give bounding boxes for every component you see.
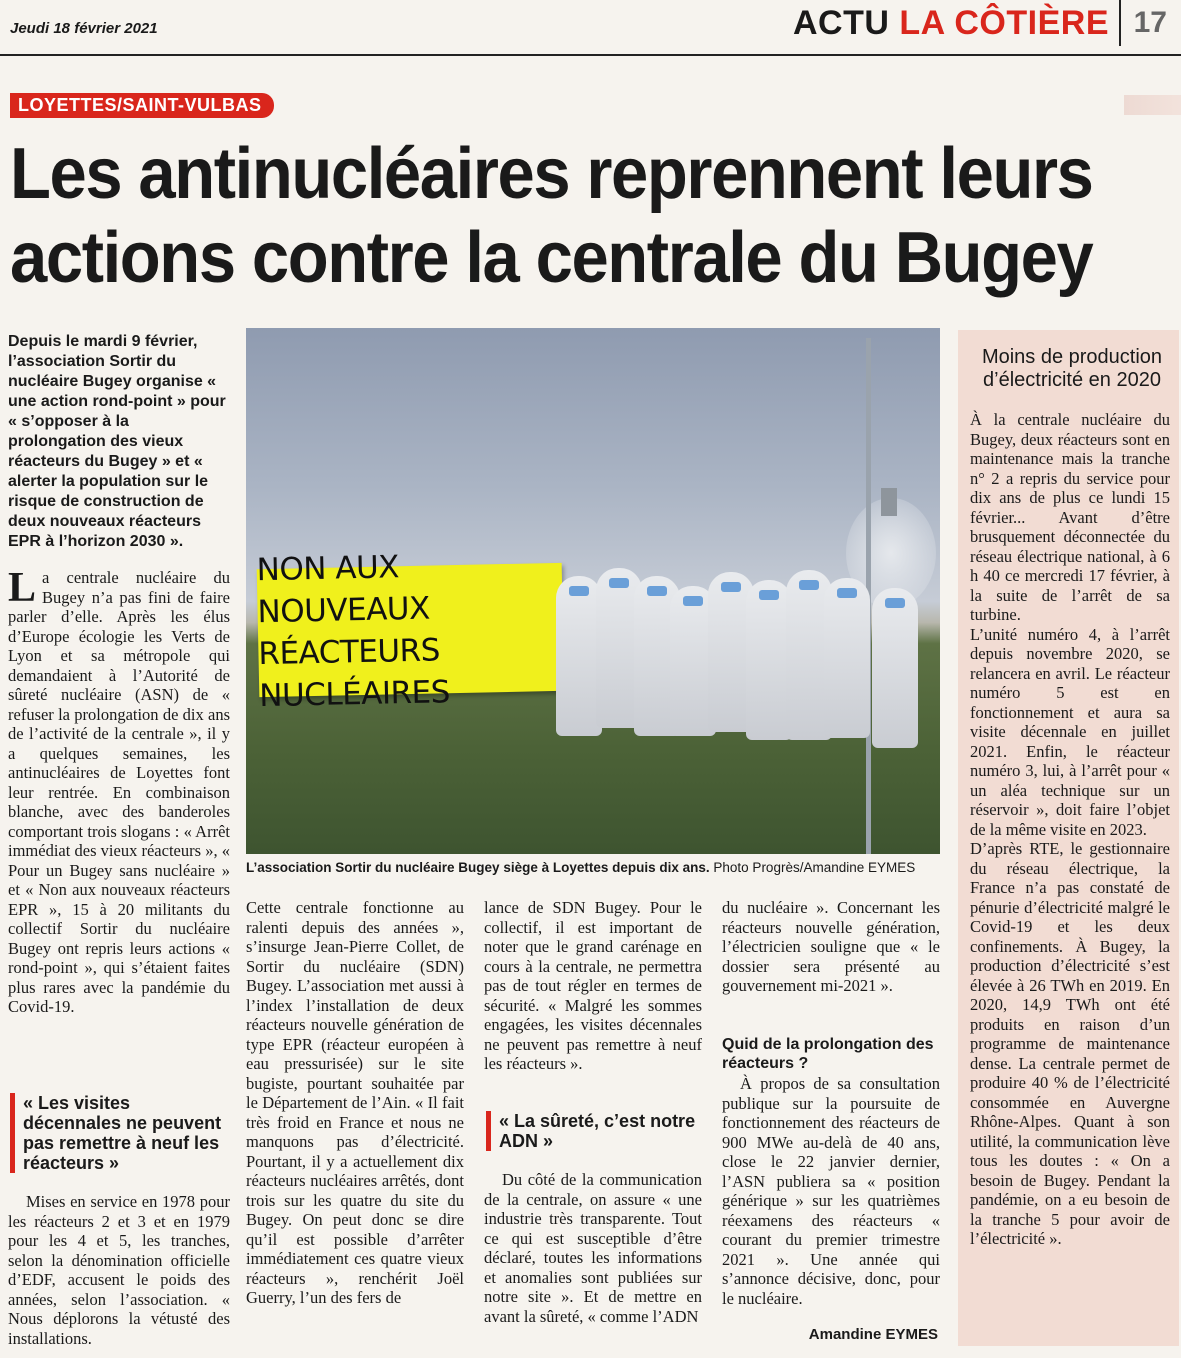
photo-credit: Photo Progrès/Amandine EYMES	[713, 860, 916, 875]
protester-figure	[824, 578, 870, 738]
header-divider	[1119, 0, 1121, 46]
column-4-paragraph-1: du nucléaire ». Concernant les réacteurs nouvelle génération, l’électricien souligne que « le dossier sera présenté au gouvernement mi-2021 ».	[722, 898, 940, 995]
sidebar-title: Moins de production d’électricité en 2020	[981, 346, 1163, 391]
article-lede: Depuis le mardi 9 février, l’association Sortir du nucléaire Bugey organise « une action rond-point » pour « s’opposer à la prolongation des vieux réacteurs du Bugey » et « alerter la population sur le risque de construction de deux nouveaux réacteurs EPR à l’horizon 2030 ».	[8, 333, 226, 550]
protest-banner	[256, 549, 565, 715]
sidebar-paragraph-2: L’unité numéro 4, à l’arrêt depuis novembre 2020, se relancera en avril. Le réacteur numéro 5 est en fonctionnement et aura sa visite décennale en juillet 2021. Enfin, le réacteur numéro 3, lui, à l’arrêt pour « un aléa technique sur un réservoir », doit faire l’objet de la même visite en 2023.	[970, 624, 1170, 839]
column-3-paragraph-2: Du côté de la communication de la centrale, on assure « une industrie très transparente. Tout ce qui est susceptible d’être déclaré, toutes les informations et anomalies sont publiées sur notre site ». Et de mettre en avant la sûreté, « comme l’ADN	[484, 1170, 702, 1326]
column-1-text	[8, 565, 230, 1017]
column-4-paragraph-2: À propos de sa consultation publique sur la poursuite de fonctionnement des réacteurs de 900 MWe au-delà de 40 ans, close le 22 janvier dernier, l’ASN publiera sa « position générique » sur les quatrièmes réexamens des réacteurs « courant du premier trimestre 2021 ». Une année qui s’annonce décisive, donc, pour le nucléaire.	[722, 1074, 940, 1308]
sidebar-paragraph-3: D’après RTE, le gestionnaire du réseau électrique, la France n’a pas constaté de pénurie d’électricité malgré le Covid-19 et les deux confinements. À Bugey, la production d’électricité s’est élevée à 26 TWh en 2019. En 2020, 14,9 TWh ont été produits en raison d’un programme de maintenance dense. La centrale permet de produire 40 % de l’électricité consommée en Auvergne Rhône-Alpes. Quant à son utilité, la communication lève tous les doutes : « On a besoin de Bugey. Pendant la pandémie, on a eu besoin de la tranche 5 pour avoir de l’électricité ».	[970, 839, 1170, 1248]
section-prefix: ACTU	[792, 4, 890, 42]
headline-line-1: Les antinucléaires reprennent leurs	[10, 134, 1093, 214]
page-number: 17	[1133, 6, 1167, 39]
article-headline	[10, 132, 1093, 300]
article-photo	[246, 328, 940, 854]
protester-figure	[872, 588, 918, 748]
subhead-visites-decennales: « Les visites décennales ne peuvent pas remettre à neuf les réacteurs »	[10, 1093, 232, 1173]
column-1-paragraph-1: a centrale nucléaire du Bugey n’a pas fini de faire parler d’elle. Après les élus d’Europe écologie les Verts de Lyon et sa métropole qui demandaient à l’Autorité de sûreté nucléaire (ASN) de « refuser la prolongation de dix ans de l’activité de la centrale », il y a quelques semaines, les antinucléaires de Loyettes font leur rentrée. En combinaison blanche, avec des banderoles comportant trois slogans : « Arrêt immédiat des vieux réacteurs », « Pour un Bugey sans nucléaire » et « Non aux nouveaux réacteurs EPR », 15 à 20 militants du collectif Sortir du nucléaire Bugey ont repris leurs actions « rond-point », qui s’étaient faites plus rares avec la pandémie du Covid-19.	[8, 568, 230, 1016]
page-header	[0, 0, 1181, 56]
banner-line-1: NON AUX NOUVEAUX	[256, 549, 431, 631]
column-2-text: Cette centrale fonctionne au ralenti depuis des années », s’insurge Jean-Pierre Collet, de Sortir du nucléaire (SDN) Bugey. L’association met aussi à l’index l’installation de deux réacteurs nouvelle génération de type EPR (réacteur européen à eau pressurisée) sur le site bugiste, pourtant souhaitée par le Département de l’Ain. « Il fait très froid en France et nous ne manquons pas d’électricité. Pourtant, il y a actuellement dix réacteurs nucléaires arrêtés, dont trois sur les quatre du site du Bugey. On peut donc se dire qu’il est possible d’arrêter immédiatement ces quatre vieux réacteurs », renchérit Joël Guerry, l’un des fers de	[246, 898, 464, 1307]
headline-line-2: actions contre la centrale du Bugey	[10, 218, 1093, 298]
caption-text: L’association Sortir du nucléaire Bugey siège à Loyettes depuis dix ans.	[246, 860, 710, 875]
section-title	[793, 4, 1109, 43]
banner-line-2: RÉACTEURS NUCLÉAIRES	[258, 632, 451, 715]
sidebar-box	[958, 330, 1179, 1346]
section-name: LA CÔTIÈRE	[899, 4, 1109, 42]
column-3-paragraph-1: lance de SDN Bugey. Pour le collectif, il est important de noter que le grand carénage en cours à la centrale, ne permettra pas de tout régler en termes de sécurité. « Malgré les sommes engagées, les visites décennales ne peuvent pas remettre à neuf les réacteurs ».	[484, 898, 702, 1073]
article-signature: Amandine EYMES	[808, 1326, 938, 1343]
photo-camera-box	[881, 488, 897, 516]
sidebar-paragraph-1: À la centrale nucléaire du Bugey, deux réacteurs sont en maintenance mais la tranche n° 2 a repris du service pour dix ans de plus ce lundi 15 février... Avant d’être brusquement déconnectée du réseau électrique national, à 6 h 40 ce mercredi 17 février, à la suite de l’arrêt de sa turbine.	[970, 410, 1170, 624]
drop-cap: L	[8, 565, 37, 611]
subhead-surete-adn: « La sûreté, c’est notre ADN »	[486, 1111, 702, 1151]
publication-date: Jeudi 18 février 2021	[10, 20, 158, 37]
adjacent-article-edge	[1124, 95, 1181, 115]
column-1-paragraph-2: Mises en service en 1978 pour les réacteurs 2 et 3 et en 1979 pour les 4 et 5, les tranches, selon la dénomination officielle d’EDF, accusent le poids des années, selon l’association. « Nous déplorons la vétusté des installations.	[8, 1192, 230, 1348]
subhead-prolongation: Quid de la prolongation des réacteurs ?	[722, 1036, 934, 1072]
sidebar-text	[970, 410, 1170, 1249]
article-kicker: LOYETTES/SAINT-VULBAS	[10, 93, 274, 118]
photo-caption	[246, 860, 940, 875]
